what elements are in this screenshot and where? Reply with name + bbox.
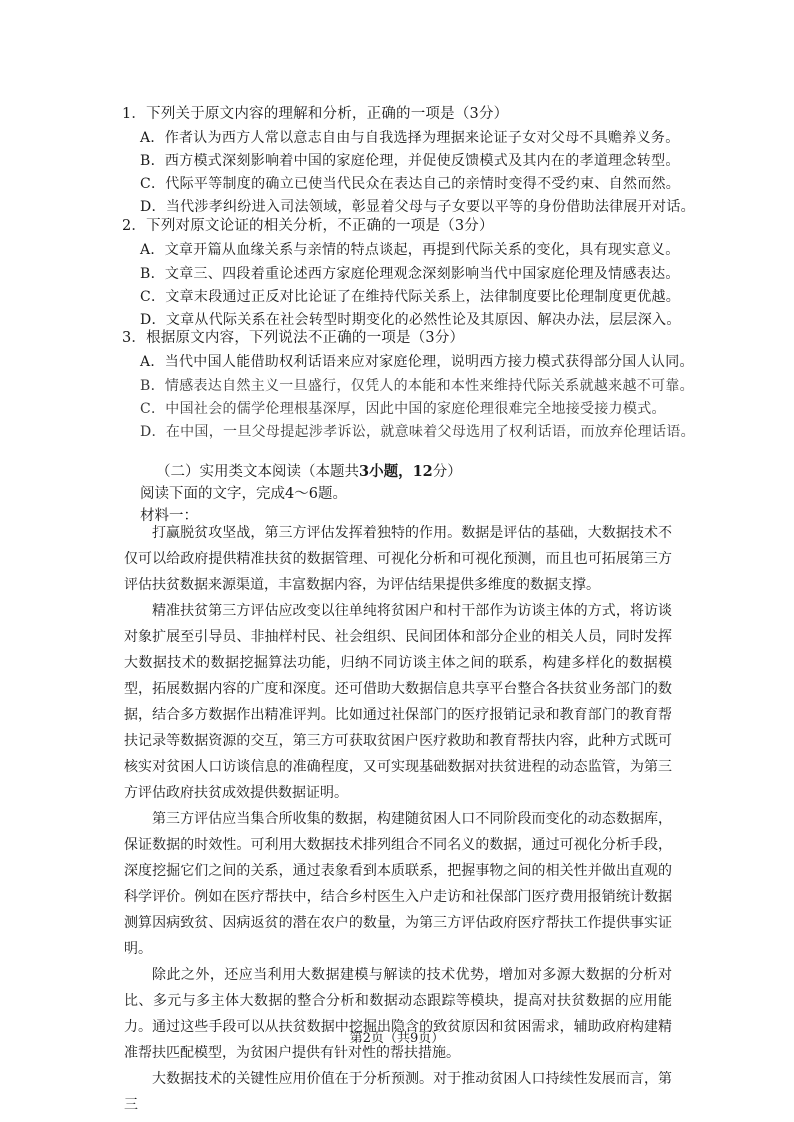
section-title: （二）实用类文本阅读（本题共3小题，12分）	[156, 463, 462, 480]
question-3-option-a: A．当代中国人能借助权利话语来应对家庭伦理，说明西方接力模式获得部分国人认同。	[140, 354, 694, 370]
question-2-stem: 2．下列对原文论证的相关分析，不正确的一项是（3分）	[122, 218, 494, 234]
page-number: 第2页（共9页）	[349, 1031, 445, 1046]
material-label: 材料一：	[140, 508, 198, 524]
question-1-stem: 1．下列关于原文内容的理解和分析，正确的一项是（3分）	[122, 106, 509, 122]
question-3-option-c: C．中国社会的儒学伦理根基深厚，因此中国的家庭伦理很难完全地接受接力模式。	[140, 401, 666, 417]
question-1-option-b: B．西方模式深刻影响着中国的家庭伦理，并促使反馈模式及其内在的孝道理念转型。	[140, 153, 680, 169]
question-1-option-d: D．当代涉孝纠纷进入司法领域，彰显着父母与子女要以平等的身份借助法律展开对话。	[140, 199, 695, 215]
question-2-option-a: A．文章开篇从血缘关系与亲情的特点谈起，再提到代际关系的变化，具有现实意义。	[140, 242, 680, 258]
question-1-option-c: C．代际平等制度的确立已使当代民众在表达自己的亲情时变得不受约束、自然而然。	[140, 176, 681, 192]
paragraph-2: 精准扶贫第三方评估应改变以往单纯将贫困户和村干部作为访谈主体的方式，将访谈对象扩展至引导员、非抽样村民、社会组织、民间团体和部分企业的相关人员，同时发挥大数据技术的数据挖掘算法功能，归纳不同访谈主体之间的联系，构建多样化的数据模型，拓展数据内容的广度和深度。还可借助大数据信息共享平台整合各扶贫业务部门的数据，结合多方数据作出精准评判。比如通过社保部门的医疗报销记录和教育部门的教育帮扶记录等数据资源的交互，第三方可获取贫困户医疗救助和教育帮扶内容，此种方式既可核实对贫困人口访谈信息的准确程度，又可实现基础数据对扶贫进程的动态监管，为第三方评估政府扶贫成效提供数据证明。	[124, 603, 672, 801]
question-3-option-b: B．情感表达自然主义一旦盛行，仅凭人的本能和本性来维持代际关系就越来越不可靠。	[140, 378, 694, 394]
paragraph-3: 第三方评估应当集合所收集的数据，构建随贫困人口不同阶段而变化的动态数据库，保证数据的时效性。可利用大数据技术排列组合不同名义的数据，通过可视化分析手段，深度挖掘它们之间的关系，通过表象看到本质联系，把握事物之间的相关性并做出直观的科学评价。例如在医疗帮扶中，结合乡村医生入户走访和社保部门医疗费用报销统计数据测算因病致贫、因病返贫的潜在农户的数量，为第三方评估政府医疗帮扶工作提供事实证明。	[124, 811, 672, 957]
question-2-option-b: B．文章三、四段着重论述西方家庭伦理观念深刻影响当代中国家庭伦理及情感表达。	[140, 266, 680, 282]
paragraph-1: 打赢脱贫攻坚战，第三方评估发挥着独特的作用。数据是评估的基础，大数据技术不仅可以给政府提供精准扶贫的数据管理、可视化分析和可视化预测，而且也可拓展第三方评估扶贫数据来源渠道，丰富数据内容，为评估结果提供多维度的数据支撑。	[124, 525, 672, 593]
question-2-option-d: D．文章从代际关系在社会转型时期变化的必然性论及其原因、解决办法，层层深入。	[140, 312, 681, 328]
paragraph-4: 除此之外，还应当利用大数据建模与解读的技术优势，增加对多源大数据的分析对比、多元与多主体大数据的整合分析和数据动态跟踪等模块，提高对扶贫数据的应用能力。通过这些手段可以从扶贫数据中挖掘出隐含的致贫原因和贫困需求，辅助政府构建精准帮扶匹配模型，为贫困户提供有针对性的帮扶措施。	[124, 967, 672, 1061]
question-3-option-d: D．在中国，一旦父母提起涉孝诉讼，就意味着父母选用了权利话语，而放弃伦理话语。	[140, 424, 695, 440]
question-1-option-a: A．作者认为西方人常以意志自由与自我选择为理据来论证子女对父母不具赡养义务。	[140, 130, 680, 146]
question-2-option-c: C．文章末段通过正反对比论证了在维持代际关系上，法律制度要比伦理制度更优越。	[140, 289, 681, 305]
section-instruction: 阅读下面的文字，完成4～6题。	[140, 486, 347, 502]
paragraph-5: 大数据技术的关键性应用价值在于分析预测。对于推动贫困人口持续性发展而言，第三	[124, 1071, 672, 1113]
question-3-stem: 3．根据原文内容，下列说法不正确的一项是（3分）	[122, 330, 465, 346]
